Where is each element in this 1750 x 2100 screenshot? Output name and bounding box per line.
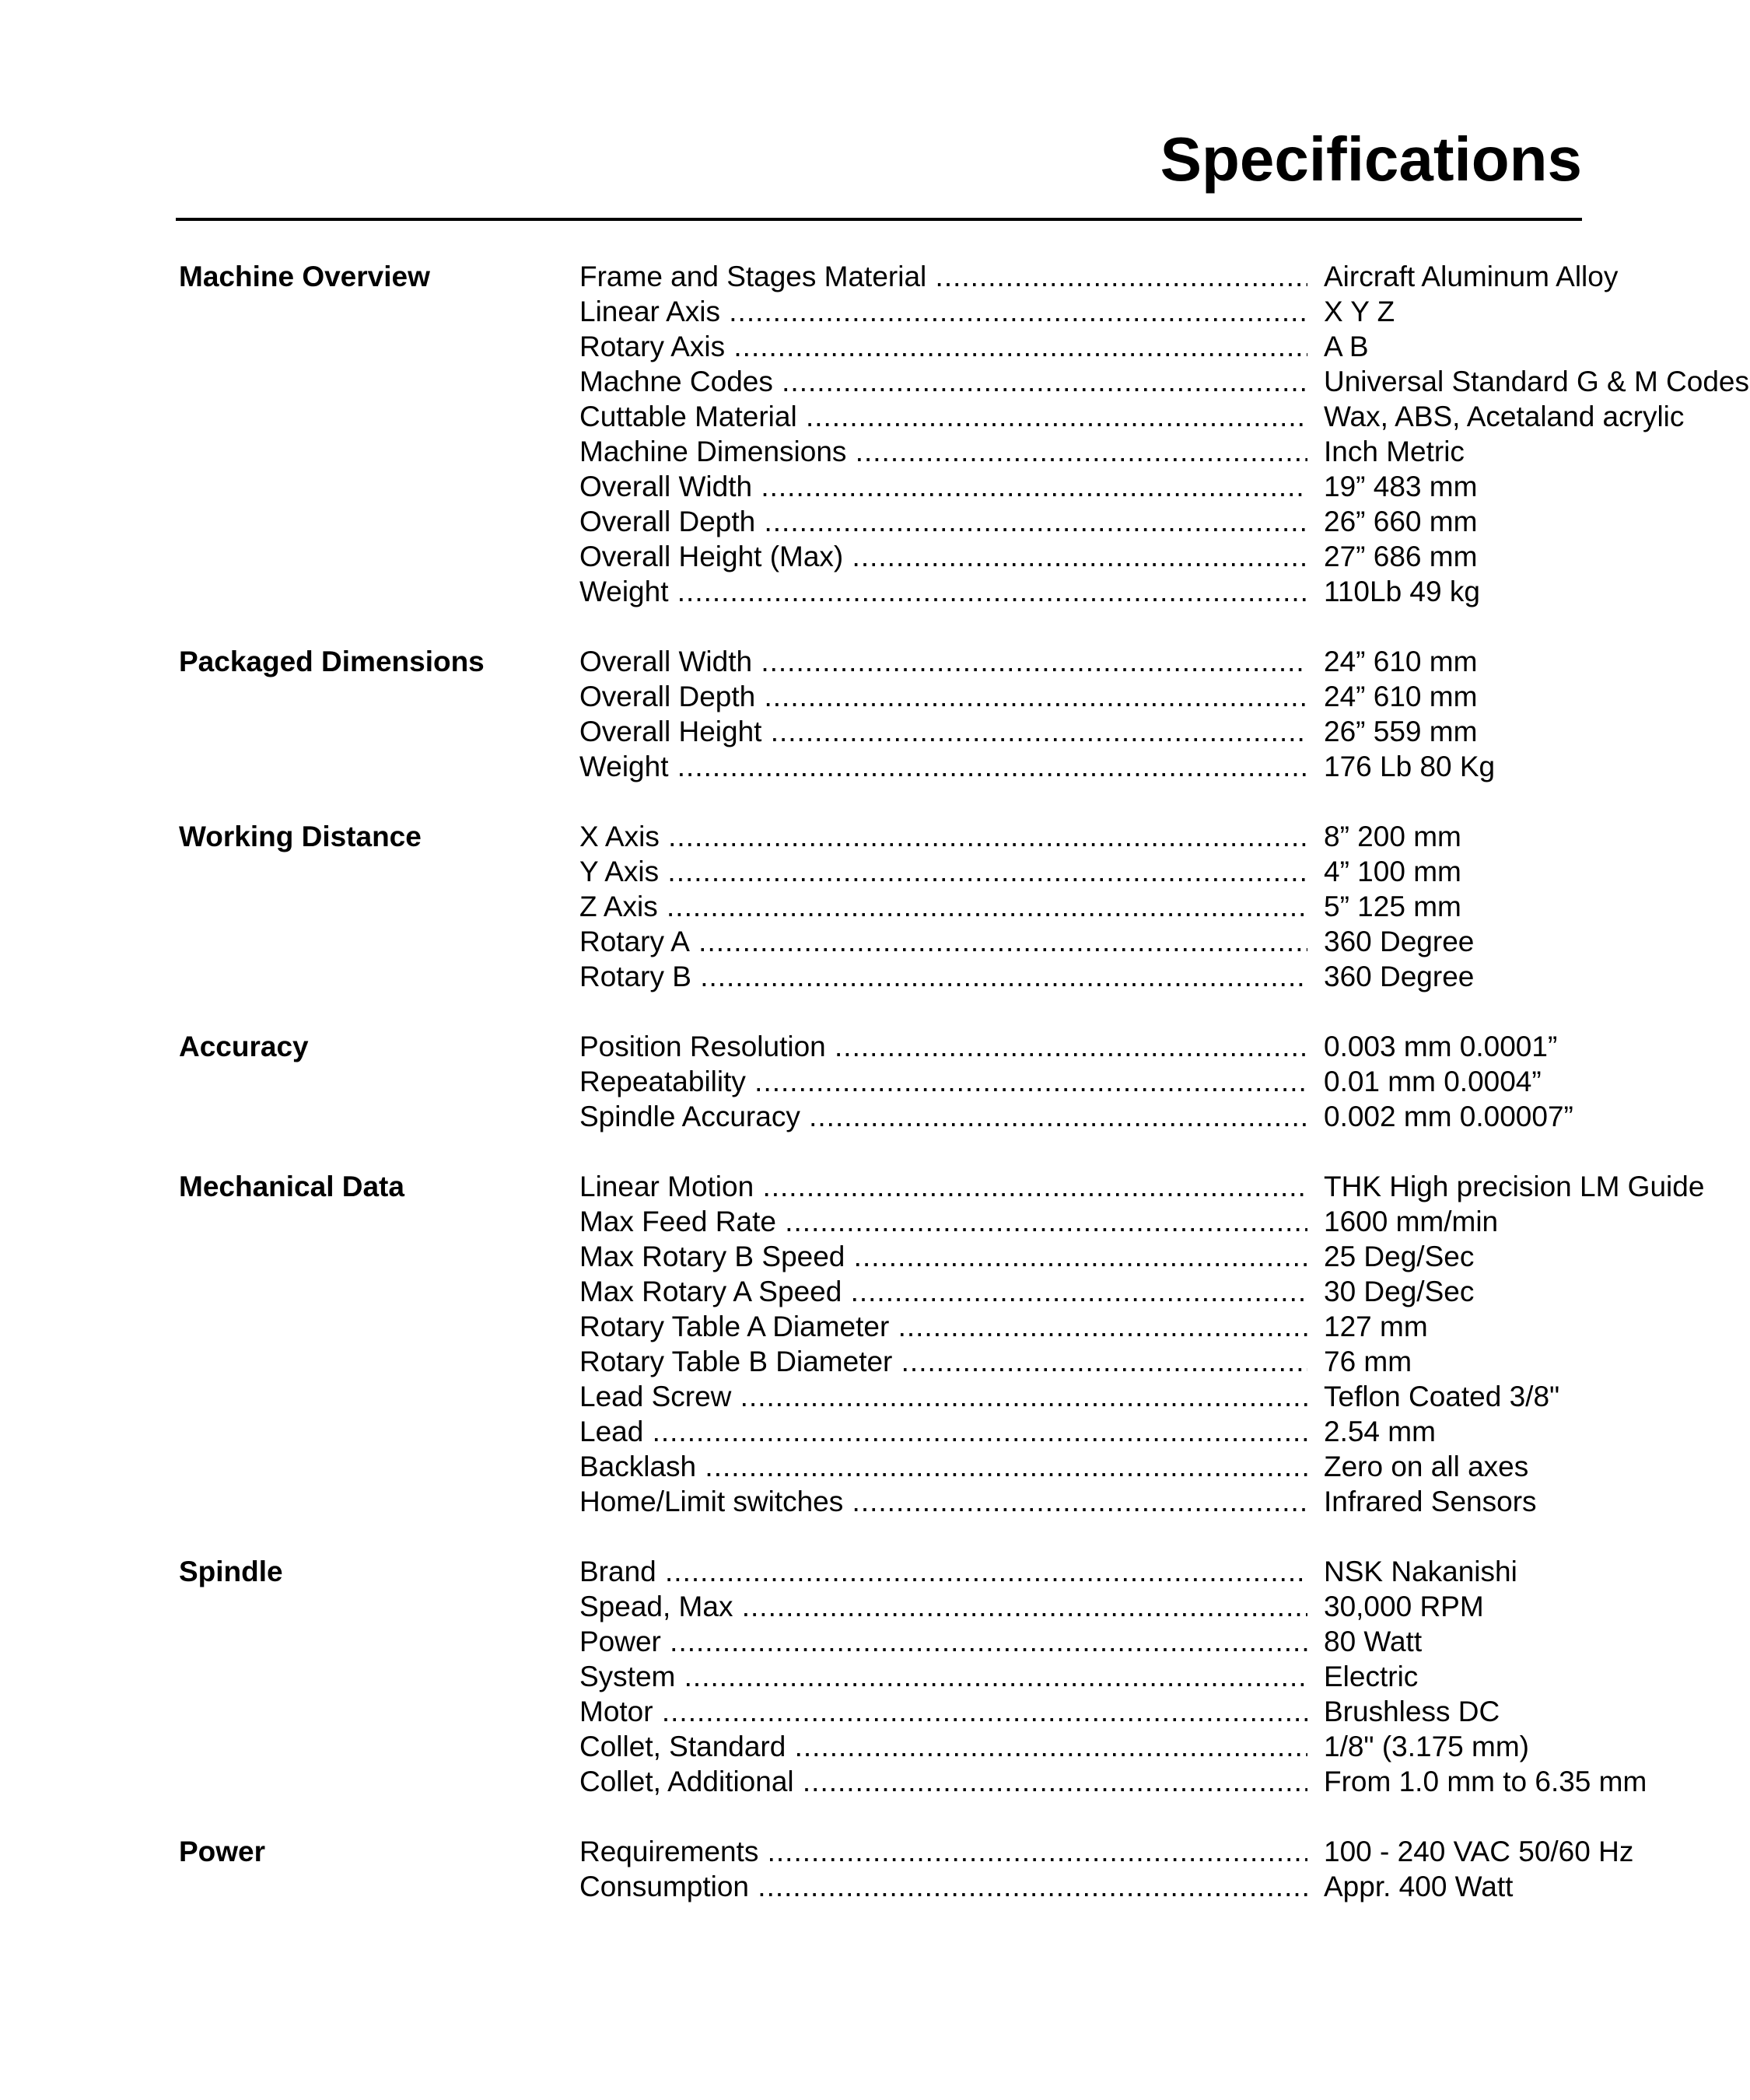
spec-value: 19” 483 mm bbox=[1324, 471, 1478, 502]
spec-label: Machne Codes bbox=[579, 366, 773, 397]
spec-value: 24” 610 mm bbox=[1324, 646, 1478, 677]
spec-label: Backlash bbox=[579, 1451, 697, 1482]
spec-label-leader bbox=[579, 434, 1307, 469]
spec-row bbox=[579, 294, 1579, 329]
spec-label-leader bbox=[579, 819, 1307, 854]
spec-row bbox=[579, 644, 1579, 679]
section-title: Machine Overview bbox=[179, 261, 430, 292]
spec-section bbox=[179, 259, 1750, 609]
spec-label-leader bbox=[579, 1659, 1307, 1694]
spec-label-leader bbox=[579, 329, 1307, 364]
spec-label: Linear Motion bbox=[579, 1171, 754, 1202]
spec-row bbox=[579, 714, 1579, 749]
spec-label: Repeatability bbox=[579, 1066, 746, 1097]
section-title: Power bbox=[179, 1836, 266, 1867]
spec-row bbox=[579, 1379, 1579, 1414]
spec-row bbox=[579, 889, 1579, 924]
spec-label-leader bbox=[579, 959, 1307, 994]
spec-rows bbox=[579, 644, 1579, 784]
spec-label: Overall Width bbox=[579, 646, 753, 677]
spec-label: Overall Width bbox=[579, 471, 753, 502]
spec-row bbox=[579, 1869, 1579, 1904]
spec-value: 360 Degree bbox=[1324, 926, 1475, 957]
spec-rows bbox=[579, 1834, 1634, 1904]
spec-label-leader bbox=[579, 1589, 1307, 1624]
spec-value: 176 Lb 80 Kg bbox=[1324, 751, 1496, 782]
spec-row bbox=[579, 574, 1579, 609]
page-title: Specifications bbox=[1160, 124, 1582, 194]
spec-value: Universal Standard G & M Codes bbox=[1324, 366, 1750, 397]
spec-row bbox=[579, 1099, 1579, 1134]
spec-value: 25 Deg/Sec bbox=[1324, 1241, 1475, 1272]
spec-rows bbox=[579, 1554, 1647, 1799]
spec-value: 27” 686 mm bbox=[1324, 541, 1478, 572]
spec-value: 80 Watt bbox=[1324, 1626, 1423, 1657]
spec-label-leader bbox=[579, 1554, 1307, 1589]
spec-label: Home/Limit switches bbox=[579, 1486, 844, 1517]
spec-label: X Axis bbox=[579, 821, 660, 852]
spec-label-leader bbox=[579, 259, 1307, 294]
spec-rows bbox=[579, 819, 1579, 994]
spec-label: Spindle Accuracy bbox=[579, 1101, 800, 1132]
spec-label-leader bbox=[579, 679, 1307, 714]
spec-label-leader bbox=[579, 749, 1307, 784]
spec-value: 24” 610 mm bbox=[1324, 681, 1478, 712]
spec-label: Machine Dimensions bbox=[579, 436, 847, 467]
spec-label-leader bbox=[579, 574, 1307, 609]
spec-row bbox=[579, 1029, 1579, 1064]
spec-label-leader bbox=[579, 644, 1307, 679]
spec-row bbox=[579, 1309, 1579, 1344]
spec-row bbox=[579, 1589, 1579, 1624]
spec-row bbox=[579, 1274, 1579, 1309]
spec-label-leader bbox=[579, 1834, 1307, 1869]
spec-value: 2.54 mm bbox=[1324, 1416, 1436, 1447]
section-title: Accuracy bbox=[179, 1031, 309, 1062]
spec-label: Brand bbox=[579, 1556, 656, 1587]
spec-label-leader bbox=[579, 1729, 1307, 1764]
spec-value: THK High precision LM Guide bbox=[1324, 1171, 1705, 1202]
spec-label-leader bbox=[579, 1344, 1307, 1379]
spec-value: 26” 660 mm bbox=[1324, 506, 1478, 537]
spec-label-leader bbox=[579, 1064, 1307, 1099]
title-rule bbox=[176, 218, 1582, 221]
spec-row bbox=[579, 1554, 1579, 1589]
spec-label-leader bbox=[579, 1379, 1307, 1414]
spec-row bbox=[579, 959, 1579, 994]
spec-value: 76 mm bbox=[1324, 1346, 1412, 1377]
spec-value: 110Lb 49 kg bbox=[1324, 576, 1480, 607]
spec-row bbox=[579, 924, 1579, 959]
spec-row bbox=[579, 504, 1579, 539]
spec-label-leader bbox=[579, 1414, 1307, 1449]
spec-label: Motor bbox=[579, 1696, 653, 1727]
spec-label: Rotary Axis bbox=[579, 331, 726, 362]
spec-label: Collet, Standard bbox=[579, 1731, 786, 1762]
spec-row bbox=[579, 1659, 1579, 1694]
spec-label: Weight bbox=[579, 576, 669, 607]
spec-row bbox=[579, 1484, 1579, 1519]
spec-value: Wax, ABS, Acetaland acrylic bbox=[1324, 401, 1685, 432]
spec-label: Rotary B bbox=[579, 961, 691, 992]
spec-label-leader bbox=[579, 1694, 1307, 1729]
spec-value: Brushless DC bbox=[1324, 1696, 1500, 1727]
spec-value: 5” 125 mm bbox=[1324, 891, 1461, 922]
spec-value: Electric bbox=[1324, 1661, 1419, 1692]
specifications-list bbox=[179, 259, 1750, 1939]
spec-label-leader bbox=[579, 504, 1307, 539]
spec-label: Overall Depth bbox=[579, 681, 756, 712]
spec-section bbox=[179, 1554, 1647, 1799]
spec-label-leader bbox=[579, 1449, 1307, 1484]
spec-label: Rotary A bbox=[579, 926, 690, 957]
spec-label-leader bbox=[579, 539, 1307, 574]
spec-value: 0.01 mm 0.0004” bbox=[1324, 1066, 1542, 1097]
spec-label-leader bbox=[579, 1624, 1307, 1659]
spec-row bbox=[579, 749, 1579, 784]
spec-label-leader bbox=[579, 854, 1307, 889]
spec-value: 127 mm bbox=[1324, 1311, 1428, 1342]
spec-value: 26” 559 mm bbox=[1324, 716, 1478, 747]
spec-label-leader bbox=[579, 1029, 1307, 1064]
spec-value: Inch Metric bbox=[1324, 436, 1465, 467]
spec-value: 0.002 mm 0.00007” bbox=[1324, 1101, 1573, 1132]
spec-label: Spead, Max bbox=[579, 1591, 733, 1622]
spec-label-leader bbox=[579, 1309, 1307, 1344]
spec-rows bbox=[579, 1029, 1579, 1134]
spec-row bbox=[579, 1624, 1579, 1659]
spec-label: Max Rotary B Speed bbox=[579, 1241, 845, 1272]
spec-row bbox=[579, 1239, 1579, 1274]
spec-label: Requirements bbox=[579, 1836, 759, 1867]
spec-value: A B bbox=[1324, 331, 1369, 362]
spec-label: Z Axis bbox=[579, 891, 658, 922]
spec-value: Teflon Coated 3/8" bbox=[1324, 1381, 1560, 1412]
section-title: Working Distance bbox=[179, 821, 422, 852]
spec-label-leader bbox=[579, 1484, 1307, 1519]
spec-value: 1600 mm/min bbox=[1324, 1206, 1499, 1237]
spec-row bbox=[579, 1834, 1634, 1869]
spec-label-leader bbox=[579, 1869, 1307, 1904]
spec-label: Position Resolution bbox=[579, 1031, 826, 1062]
spec-row bbox=[579, 1764, 1647, 1799]
spec-label: Cuttable Material bbox=[579, 401, 797, 432]
spec-value: X Y Z bbox=[1324, 296, 1395, 327]
spec-label: Max Feed Rate bbox=[579, 1206, 776, 1237]
spec-label: Overall Height (Max) bbox=[579, 541, 844, 572]
spec-section bbox=[179, 1029, 1579, 1134]
spec-label-leader bbox=[579, 469, 1307, 504]
spec-label-leader bbox=[579, 1239, 1307, 1274]
spec-row bbox=[579, 854, 1579, 889]
spec-rows bbox=[579, 1169, 1705, 1519]
spec-label: Weight bbox=[579, 751, 669, 782]
spec-rows bbox=[579, 259, 1750, 609]
spec-value: 4” 100 mm bbox=[1324, 856, 1461, 887]
spec-label: Y Axis bbox=[579, 856, 660, 887]
spec-label-leader bbox=[579, 1204, 1307, 1239]
spec-label: Power bbox=[579, 1626, 661, 1657]
spec-row bbox=[579, 1344, 1579, 1379]
spec-row bbox=[579, 1169, 1705, 1204]
spec-row bbox=[579, 679, 1579, 714]
spec-row bbox=[579, 434, 1579, 469]
spec-value: 100 - 240 VAC 50/60 Hz bbox=[1324, 1836, 1634, 1867]
spec-label: Overall Height bbox=[579, 716, 762, 747]
spec-row bbox=[579, 819, 1579, 854]
spec-value: From 1.0 mm to 6.35 mm bbox=[1324, 1766, 1647, 1797]
spec-label-leader bbox=[579, 399, 1307, 434]
spec-row bbox=[579, 539, 1579, 574]
spec-label: Max Rotary A Speed bbox=[579, 1276, 842, 1307]
spec-row bbox=[579, 1204, 1579, 1239]
spec-value: 30,000 RPM bbox=[1324, 1591, 1484, 1622]
spec-section bbox=[179, 1834, 1634, 1904]
spec-label: System bbox=[579, 1661, 676, 1692]
spec-row bbox=[579, 1064, 1579, 1099]
spec-value: Infrared Sensors bbox=[1324, 1486, 1537, 1517]
spec-label: Lead Screw bbox=[579, 1381, 732, 1412]
spec-label: Overall Depth bbox=[579, 506, 756, 537]
spec-value: Zero on all axes bbox=[1324, 1451, 1529, 1482]
spec-label-leader bbox=[579, 889, 1307, 924]
spec-section bbox=[179, 1169, 1705, 1519]
spec-label-leader bbox=[579, 1169, 1307, 1204]
section-title: Spindle bbox=[179, 1556, 283, 1587]
spec-row bbox=[579, 1694, 1579, 1729]
spec-label-leader bbox=[579, 1099, 1307, 1134]
section-title: Mechanical Data bbox=[179, 1171, 404, 1202]
spec-row bbox=[579, 329, 1579, 364]
spec-label: Linear Axis bbox=[579, 296, 720, 327]
spec-row bbox=[579, 259, 1619, 294]
spec-label-leader bbox=[579, 924, 1307, 959]
spec-value: 30 Deg/Sec bbox=[1324, 1276, 1475, 1307]
spec-label: Frame and Stages Material bbox=[579, 261, 927, 292]
spec-label: Lead bbox=[579, 1416, 644, 1447]
spec-value: 1/8" (3.175 mm) bbox=[1324, 1731, 1530, 1762]
spec-label: Collet, Additional bbox=[579, 1766, 794, 1797]
spec-row bbox=[579, 399, 1685, 434]
spec-label: Rotary Table A Diameter bbox=[579, 1311, 890, 1342]
spec-value: Aircraft Aluminum Alloy bbox=[1324, 261, 1619, 292]
spec-value: Appr. 400 Watt bbox=[1324, 1871, 1514, 1902]
spec-value: 8” 200 mm bbox=[1324, 821, 1461, 852]
spec-row bbox=[579, 364, 1750, 399]
spec-value: 360 Degree bbox=[1324, 961, 1475, 992]
spec-label: Consumption bbox=[579, 1871, 750, 1902]
spec-section bbox=[179, 819, 1579, 994]
spec-label: Rotary Table B Diameter bbox=[579, 1346, 893, 1377]
spec-label-leader bbox=[579, 714, 1307, 749]
spec-label-leader bbox=[579, 1764, 1307, 1799]
spec-section bbox=[179, 644, 1579, 784]
spec-label-leader bbox=[579, 364, 1307, 399]
spec-label-leader bbox=[579, 294, 1307, 329]
spec-row bbox=[579, 1449, 1579, 1484]
spec-row bbox=[579, 1414, 1579, 1449]
spec-label-leader bbox=[579, 1274, 1307, 1309]
section-title: Packaged Dimensions bbox=[179, 646, 485, 677]
spec-value: 0.003 mm 0.0001” bbox=[1324, 1031, 1558, 1062]
spec-row bbox=[579, 1729, 1579, 1764]
spec-row bbox=[579, 469, 1579, 504]
spec-value: NSK Nakanishi bbox=[1324, 1556, 1517, 1587]
